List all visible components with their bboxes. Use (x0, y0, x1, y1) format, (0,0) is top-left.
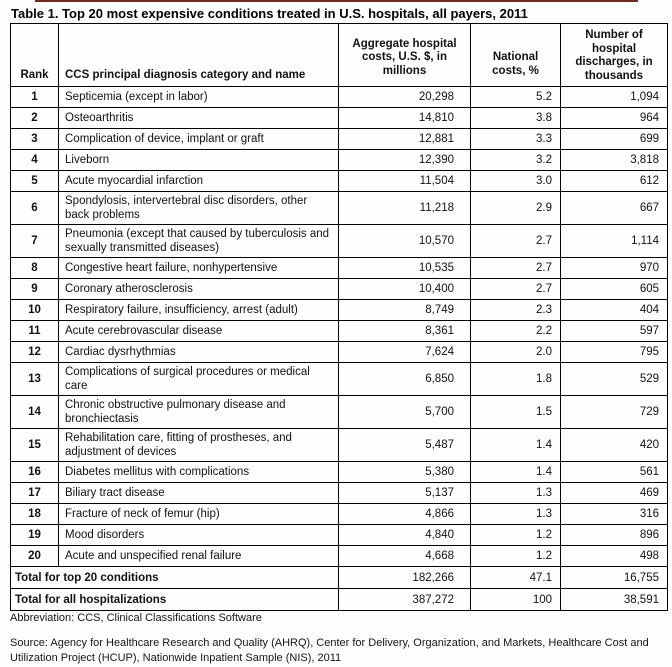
total-discharges-cell: 38,591 (561, 589, 668, 611)
total-pct-cell: 100 (471, 589, 561, 611)
discharges-cell: 612 (561, 171, 668, 192)
rank-cell: 15 (11, 429, 59, 462)
total-costs-cell: 387,272 (339, 589, 471, 611)
rank-cell: 4 (11, 150, 59, 171)
discharges-cell: 529 (561, 363, 668, 396)
discharges-cell: 795 (561, 342, 668, 363)
diagnosis-cell: Coronary atherosclerosis (59, 279, 339, 300)
diagnosis-cell: Fracture of neck of femur (hip) (59, 504, 339, 525)
table-row (11, 462, 668, 483)
column-header-diagnosis: CCS principal diagnosis category and name (59, 24, 339, 87)
table-body (11, 87, 668, 611)
table-row (11, 504, 668, 525)
pct-cell: 2.3 (471, 300, 561, 321)
costs-cell: 7,624 (339, 342, 471, 363)
pct-cell: 1.4 (471, 462, 561, 483)
diagnosis-cell: Pneumonia (except that caused by tuberculosis and sexually transmitted diseases) (59, 225, 339, 258)
pct-cell: 2.2 (471, 321, 561, 342)
table-row (11, 258, 668, 279)
costs-cell: 8,361 (339, 321, 471, 342)
table-row (11, 279, 668, 300)
table-row (11, 396, 668, 429)
abbreviation-note: Abbreviation: CCS, Clinical Classifications Software (10, 612, 262, 624)
costs-cell: 10,400 (339, 279, 471, 300)
diagnosis-cell: Congestive heart failure, nonhypertensive (59, 258, 339, 279)
pct-cell: 2.7 (471, 258, 561, 279)
diagnosis-cell: Spondylosis, intervertebral disc disorders, other back problems (59, 192, 339, 225)
costs-cell: 11,218 (339, 192, 471, 225)
table-row (11, 342, 668, 363)
pct-cell: 3.8 (471, 108, 561, 129)
diagnosis-cell: Biliary tract disease (59, 483, 339, 504)
table-row (11, 87, 668, 108)
diagnosis-cell: Chronic obstructive pulmonary disease and bronchiectasis (59, 396, 339, 429)
diagnosis-cell: Osteoarthritis (59, 108, 339, 129)
discharges-cell: 597 (561, 321, 668, 342)
diagnosis-cell: Liveborn (59, 150, 339, 171)
pct-cell: 2.7 (471, 279, 561, 300)
diagnosis-cell: Respiratory failure, insufficiency, arrest (adult) (59, 300, 339, 321)
source-note: Source: Agency for Healthcare Research and Quality (AHRQ), Center for Delivery, Organization, and Markets, Healthcare Cost and Utilization Project (HCUP), Nationwide Inpatient Sample (NIS), 2011 (10, 637, 649, 664)
rank-cell: 13 (11, 363, 59, 396)
discharges-cell: 498 (561, 546, 668, 567)
rank-cell: 8 (11, 258, 59, 279)
discharges-cell: 970 (561, 258, 668, 279)
table-row (11, 321, 668, 342)
diagnosis-cell: Acute myocardial infarction (59, 171, 339, 192)
rank-cell: 12 (11, 342, 59, 363)
table-row (11, 225, 668, 258)
table-row (11, 108, 668, 129)
rank-cell: 1 (11, 87, 59, 108)
rank-cell: 11 (11, 321, 59, 342)
table-row (11, 300, 668, 321)
rank-cell: 9 (11, 279, 59, 300)
pct-cell: 1.3 (471, 504, 561, 525)
table-row (11, 546, 668, 567)
pct-cell: 1.3 (471, 483, 561, 504)
table-row (11, 129, 668, 150)
total-costs-cell: 182,266 (339, 567, 471, 589)
pct-cell: 2.9 (471, 192, 561, 225)
footnotes (10, 611, 660, 666)
table-row (11, 429, 668, 462)
discharges-cell: 561 (561, 462, 668, 483)
costs-cell: 14,810 (339, 108, 471, 129)
total-discharges-cell: 16,755 (561, 567, 668, 589)
header-row (11, 24, 668, 87)
costs-cell: 5,380 (339, 462, 471, 483)
column-header-discharges: Number of hospital discharges, in thousands (561, 24, 668, 87)
pct-cell: 3.3 (471, 129, 561, 150)
discharges-cell: 316 (561, 504, 668, 525)
costs-cell: 12,390 (339, 150, 471, 171)
rank-cell: 18 (11, 504, 59, 525)
rank-cell: 17 (11, 483, 59, 504)
diagnosis-cell: Acute cerebrovascular disease (59, 321, 339, 342)
table-row (11, 171, 668, 192)
discharges-cell: 3,818 (561, 150, 668, 171)
costs-cell: 20,298 (339, 87, 471, 108)
total-label-cell: Total for top 20 conditions (11, 567, 339, 589)
costs-cell: 10,570 (339, 225, 471, 258)
rank-cell: 10 (11, 300, 59, 321)
diagnosis-cell: Acute and unspecified renal failure (59, 546, 339, 567)
column-header-pct: National costs, % (471, 24, 561, 87)
diagnosis-cell: Complications of surgical procedures or medical care (59, 363, 339, 396)
total-row (11, 589, 668, 611)
pct-cell: 1.8 (471, 363, 561, 396)
pct-cell: 2.0 (471, 342, 561, 363)
pct-cell: 5.2 (471, 87, 561, 108)
diagnosis-cell: Mood disorders (59, 525, 339, 546)
pct-cell: 1.2 (471, 525, 561, 546)
rank-cell: 16 (11, 462, 59, 483)
rank-cell: 2 (11, 108, 59, 129)
costs-cell: 4,840 (339, 525, 471, 546)
column-header-rank: Rank (11, 24, 59, 87)
discharges-cell: 1,114 (561, 225, 668, 258)
costs-cell: 4,866 (339, 504, 471, 525)
discharges-cell: 964 (561, 108, 668, 129)
total-pct-cell: 47.1 (471, 567, 561, 589)
pct-cell: 2.7 (471, 225, 561, 258)
costs-cell: 4,668 (339, 546, 471, 567)
costs-cell: 8,749 (339, 300, 471, 321)
top-rule (35, 0, 638, 2)
costs-cell: 11,504 (339, 171, 471, 192)
discharges-cell: 469 (561, 483, 668, 504)
pct-cell: 1.4 (471, 429, 561, 462)
discharges-cell: 729 (561, 396, 668, 429)
discharges-cell: 667 (561, 192, 668, 225)
costs-cell: 10,535 (339, 258, 471, 279)
diagnosis-cell: Complication of device, implant or graft (59, 129, 339, 150)
rank-cell: 6 (11, 192, 59, 225)
pct-cell: 3.2 (471, 150, 561, 171)
costs-cell: 5,700 (339, 396, 471, 429)
costs-cell: 5,487 (339, 429, 471, 462)
table-header (11, 24, 668, 87)
table-row (11, 150, 668, 171)
rank-cell: 5 (11, 171, 59, 192)
costs-cell: 5,137 (339, 483, 471, 504)
discharges-cell: 699 (561, 129, 668, 150)
discharges-cell: 420 (561, 429, 668, 462)
discharges-cell: 404 (561, 300, 668, 321)
discharges-cell: 1,094 (561, 87, 668, 108)
costs-cell: 6,850 (339, 363, 471, 396)
pct-cell: 3.0 (471, 171, 561, 192)
diagnosis-cell: Septicemia (except in labor) (59, 87, 339, 108)
table-row (11, 192, 668, 225)
column-header-costs: Aggregate hospital costs, U.S. $, in millions (339, 24, 471, 87)
total-row (11, 567, 668, 589)
costs-cell: 12,881 (339, 129, 471, 150)
discharges-cell: 605 (561, 279, 668, 300)
rank-cell: 14 (11, 396, 59, 429)
pct-cell: 1.5 (471, 396, 561, 429)
discharges-cell: 896 (561, 525, 668, 546)
pct-cell: 1.2 (471, 546, 561, 567)
diagnosis-cell: Rehabilitation care, fitting of prostheses, and adjustment of devices (59, 429, 339, 462)
rank-cell: 7 (11, 225, 59, 258)
rank-cell: 3 (11, 129, 59, 150)
diagnosis-cell: Diabetes mellitus with complications (59, 462, 339, 483)
table-row (11, 483, 668, 504)
conditions-table (10, 23, 668, 611)
table-row (11, 525, 668, 546)
rank-cell: 20 (11, 546, 59, 567)
rank-cell: 19 (11, 525, 59, 546)
table-row (11, 363, 668, 396)
total-label-cell: Total for all hospitalizations (11, 589, 339, 611)
diagnosis-cell: Cardiac dysrhythmias (59, 342, 339, 363)
page-title: Table 1. Top 20 most expensive conditions treated in U.S. hospitals, all payers, 2011 (11, 6, 528, 21)
